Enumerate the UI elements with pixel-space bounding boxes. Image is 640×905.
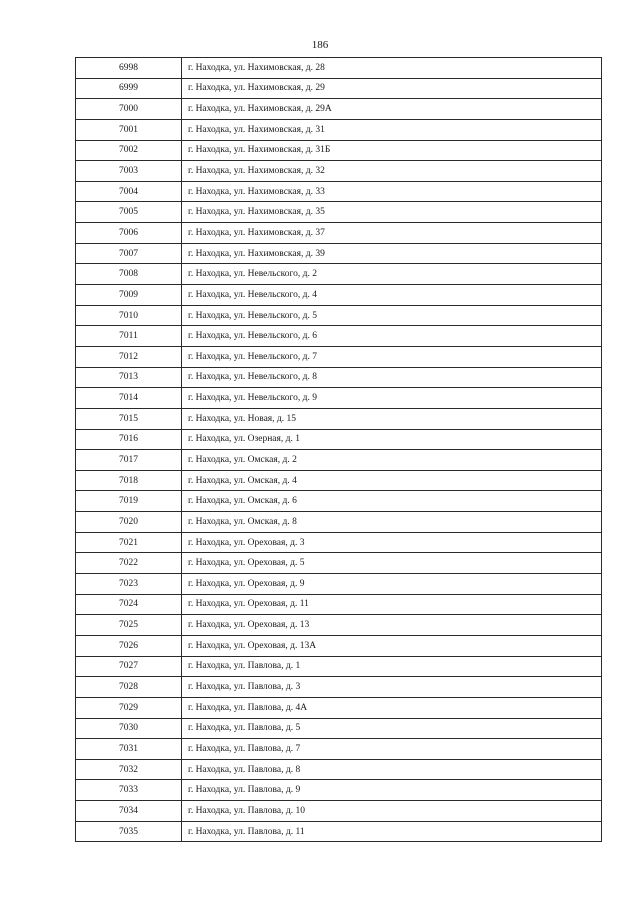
address-table [75,57,602,842]
address-cell: г. Находка, ул. Павлова, д. 11 [182,821,602,842]
table-row [76,326,602,347]
row-number-cell: 6998 [76,58,182,79]
row-number-cell: 7000 [76,99,182,120]
row-number-cell: 7025 [76,615,182,636]
address-cell: г. Находка, ул. Невельского, д. 4 [182,285,602,306]
row-number-cell: 7016 [76,429,182,450]
table-row [76,780,602,801]
table-row [76,739,602,760]
address-cell: г. Находка, ул. Нахимовская, д. 33 [182,181,602,202]
row-number-cell: 7006 [76,223,182,244]
row-number-cell: 7001 [76,119,182,140]
row-number-cell: 7019 [76,491,182,512]
row-number-cell: 7009 [76,285,182,306]
table-row [76,718,602,739]
row-number-cell: 7008 [76,264,182,285]
table-row [76,346,602,367]
address-cell: г. Находка, ул. Ореховая, д. 3 [182,532,602,553]
address-cell: г. Находка, ул. Невельского, д. 2 [182,264,602,285]
table-row [76,388,602,409]
table-row [76,119,602,140]
row-number-cell: 7029 [76,697,182,718]
table-row [76,181,602,202]
table-row [76,677,602,698]
address-cell: г. Находка, ул. Ореховая, д. 5 [182,553,602,574]
row-number-cell: 7034 [76,801,182,822]
address-cell: г. Находка, ул. Павлова, д. 7 [182,739,602,760]
table-row [76,78,602,99]
table-row [76,553,602,574]
address-cell: г. Находка, ул. Павлова, д. 4А [182,697,602,718]
row-number-cell: 7023 [76,574,182,595]
table-row [76,202,602,223]
row-number-cell: 7013 [76,367,182,388]
table-row [76,470,602,491]
row-number-cell: 7024 [76,594,182,615]
address-cell: г. Находка, ул. Омская, д. 4 [182,470,602,491]
row-number-cell: 7004 [76,181,182,202]
table-row [76,161,602,182]
row-number-cell: 6999 [76,78,182,99]
address-cell: г. Находка, ул. Озерная, д. 1 [182,429,602,450]
table-row [76,429,602,450]
table-row [76,58,602,79]
address-cell: г. Находка, ул. Ореховая, д. 9 [182,574,602,595]
table-row [76,223,602,244]
address-cell: г. Находка, ул. Нахимовская, д. 28 [182,58,602,79]
row-number-cell: 7027 [76,656,182,677]
address-cell: г. Находка, ул. Нахимовская, д. 29А [182,99,602,120]
address-cell: г. Находка, ул. Невельского, д. 8 [182,367,602,388]
address-cell: г. Находка, ул. Невельского, д. 5 [182,305,602,326]
address-cell: г. Находка, ул. Павлова, д. 5 [182,718,602,739]
row-number-cell: 7026 [76,635,182,656]
address-cell: г. Находка, ул. Нахимовская, д. 29 [182,78,602,99]
address-cell: г. Находка, ул. Невельского, д. 9 [182,388,602,409]
table-row [76,697,602,718]
table-row [76,821,602,842]
row-number-cell: 7014 [76,388,182,409]
table-row [76,99,602,120]
row-number-cell: 7032 [76,759,182,780]
address-cell: г. Находка, ул. Нахимовская, д. 31 [182,119,602,140]
table-row [76,801,602,822]
table-row [76,243,602,264]
table-row [76,656,602,677]
row-number-cell: 7010 [76,305,182,326]
row-number-cell: 7031 [76,739,182,760]
address-cell: г. Находка, ул. Нахимовская, д. 35 [182,202,602,223]
page-number: 186 [311,39,329,51]
address-table-body [76,58,602,842]
address-cell: г. Находка, ул. Павлова, д. 1 [182,656,602,677]
table-row [76,615,602,636]
table-row [76,450,602,471]
address-cell: г. Находка, ул. Невельского, д. 6 [182,326,602,347]
row-number-cell: 7022 [76,553,182,574]
address-cell: г. Находка, ул. Омская, д. 2 [182,450,602,471]
row-number-cell: 7021 [76,532,182,553]
table-row [76,635,602,656]
table-row [76,532,602,553]
address-cell: г. Находка, ул. Павлова, д. 3 [182,677,602,698]
table-row [76,264,602,285]
address-cell: г. Находка, ул. Омская, д. 8 [182,512,602,533]
table-row [76,408,602,429]
row-number-cell: 7017 [76,450,182,471]
row-number-cell: 7011 [76,326,182,347]
row-number-cell: 7030 [76,718,182,739]
table-row [76,285,602,306]
row-number-cell: 7028 [76,677,182,698]
row-number-cell: 7005 [76,202,182,223]
address-cell: г. Находка, ул. Нахимовская, д. 39 [182,243,602,264]
table-row [76,574,602,595]
row-number-cell: 7035 [76,821,182,842]
address-cell: г. Находка, ул. Невельского, д. 7 [182,346,602,367]
address-cell: г. Находка, ул. Нахимовская, д. 37 [182,223,602,244]
row-number-cell: 7018 [76,470,182,491]
address-cell: г. Находка, ул. Павлова, д. 8 [182,759,602,780]
table-row [76,140,602,161]
address-cell: г. Находка, ул. Павлова, д. 10 [182,801,602,822]
address-cell: г. Находка, ул. Ореховая, д. 13А [182,635,602,656]
row-number-cell: 7002 [76,140,182,161]
row-number-cell: 7020 [76,512,182,533]
address-cell: г. Находка, ул. Павлова, д. 9 [182,780,602,801]
row-number-cell: 7003 [76,161,182,182]
row-number-cell: 7033 [76,780,182,801]
address-cell: г. Находка, ул. Ореховая, д. 13 [182,615,602,636]
row-number-cell: 7007 [76,243,182,264]
address-cell: г. Находка, ул. Нахимовская, д. 32 [182,161,602,182]
table-row [76,491,602,512]
row-number-cell: 7015 [76,408,182,429]
table-row [76,367,602,388]
address-cell: г. Находка, ул. Омская, д. 6 [182,491,602,512]
table-row [76,305,602,326]
address-cell: г. Находка, ул. Ореховая, д. 11 [182,594,602,615]
row-number-cell: 7012 [76,346,182,367]
table-row [76,594,602,615]
address-cell: г. Находка, ул. Нахимовская, д. 31Б [182,140,602,161]
table-row [76,512,602,533]
table-row [76,759,602,780]
address-cell: г. Находка, ул. Новая, д. 15 [182,408,602,429]
